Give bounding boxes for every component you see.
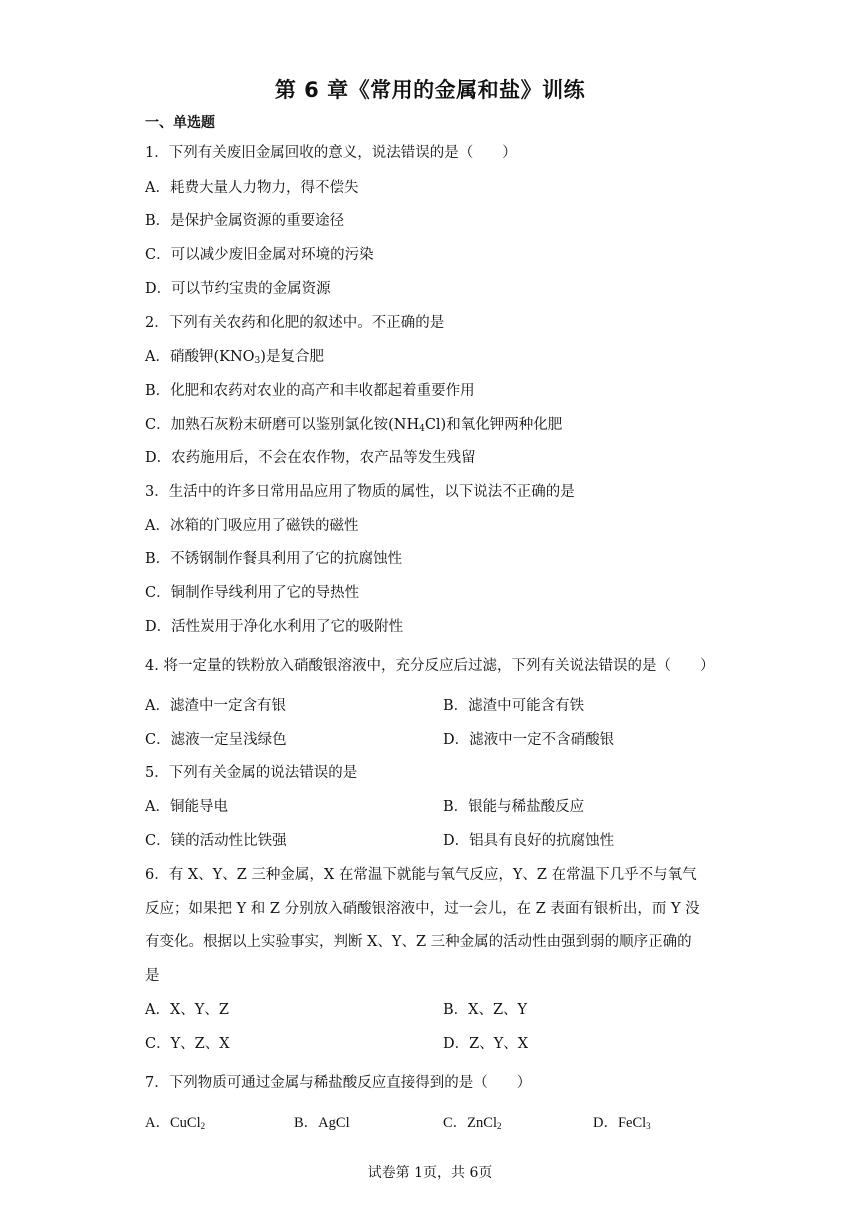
subscript: 4 xyxy=(419,424,425,434)
question-7-option-b: B．AgCl xyxy=(294,1115,350,1131)
subscript: 3 xyxy=(646,1121,651,1131)
question-1-stem: 1．下列有关废旧金属回收的意义，说法错误的是（ ） xyxy=(145,145,517,161)
question-7-option-a xyxy=(145,1111,205,1132)
question-2-option-b: B．化肥和农药对农业的高产和丰收都起着重要作用 xyxy=(145,383,475,399)
question-1-option-d: D．可以节约宝贵的金属资源 xyxy=(145,281,331,297)
question-3-option-d: D．活性炭用于净化水利用了它的吸附性 xyxy=(145,619,404,635)
question-6-stem-line-4: 是 xyxy=(145,968,160,984)
question-4-option-b: B．滤渣中可能含有铁 xyxy=(443,698,585,714)
subscript: 3 xyxy=(254,356,261,366)
option-text: )是复合肥 xyxy=(260,349,324,365)
question-5-option-b: B．银能与稀盐酸反应 xyxy=(443,799,585,815)
question-6-option-c: C．Y、Z、X xyxy=(145,1036,230,1052)
question-1-option-b: B．是保护金属资源的重要途径 xyxy=(145,213,345,229)
question-5-option-d: D．铝具有良好的抗腐蚀性 xyxy=(443,833,615,849)
question-6-stem-line-2: 反应；如果把 Y 和 Z 分别放入硝酸银溶液中，过一会儿，在 Z 表面有银析出，而 Y 没 xyxy=(145,901,700,917)
question-6-stem-line-3: 有变化。根据以上实验事实，判断 X、Y、Z 三种金属的活动性由强到弱的顺序正确的 xyxy=(145,934,692,950)
question-4-option-c: C．滤液一定呈浅绿色 xyxy=(145,732,287,748)
question-5-option-a: A．铜能导电 xyxy=(145,799,228,815)
question-6-option-a: A．X、Y、Z xyxy=(145,1002,229,1018)
option-text: A．硝酸钾(KNO xyxy=(145,349,255,365)
option-text: Cl)和氧化钾两种化肥 xyxy=(424,417,563,433)
option-text: C．加熟石灰粉末研磨可以鉴别氯化铵(NH xyxy=(145,417,420,433)
question-2-option-a xyxy=(145,345,324,366)
question-4-option-a: A．滤渣中一定含有银 xyxy=(145,698,286,714)
question-7-option-c xyxy=(443,1111,501,1132)
question-1-option-a: A．耗费大量人力物力，得不偿失 xyxy=(145,180,359,196)
subscript: 2 xyxy=(200,1121,206,1131)
question-3-stem: 3．生活中的许多日常用品应用了物质的属性，以下说法不正确的是 xyxy=(145,484,575,500)
question-2-stem: 2．下列有关农药和化肥的叙述中。不正确的是 xyxy=(145,315,445,331)
question-6-option-b: B．X、Z、Y xyxy=(443,1002,528,1018)
page-title: 第 6 章《常用的金属和盐》训练 xyxy=(274,78,586,102)
subscript: 2 xyxy=(496,1121,502,1131)
question-2-option-d: D．农药施用后，不会在农作物，农产品等发生残留 xyxy=(145,450,476,466)
question-7-option-d xyxy=(593,1111,651,1132)
question-6-stem-line-1: 6．有 X、Y、Z 三种金属，X 在常温下就能与氧气反应，Y、Z 在常温下几乎不与氧气 xyxy=(145,867,697,883)
question-3-option-c: C．铜制作导线利用了它的导热性 xyxy=(145,585,360,601)
question-5-option-c: C．镁的活动性比铁强 xyxy=(145,833,287,849)
section-heading: 一、单选题 xyxy=(145,115,215,131)
option-text: D．FeCl xyxy=(593,1115,647,1131)
page-footer: 试卷第 1页，共 6页 xyxy=(367,1165,493,1181)
question-2-option-c xyxy=(145,413,562,434)
question-7-stem: 7．下列物质可通过金属与稀盐酸反应直接得到的是（ ） xyxy=(145,1075,532,1091)
question-5-stem: 5．下列有关金属的说法错误的是 xyxy=(145,765,358,781)
question-1-option-c: C．可以减少废旧金属对环境的污染 xyxy=(145,247,374,263)
option-text: A．CuCl xyxy=(145,1115,201,1131)
question-4-stem: 4. 将一定量的铁粉放入硝酸银溶液中，充分反应后过滤，下列有关说法错误的是（ ） xyxy=(145,658,715,674)
option-text: C．ZnCl xyxy=(443,1115,497,1131)
question-3-option-a: A．冰箱的门吸应用了磁铁的磁性 xyxy=(145,518,359,534)
question-6-option-d: D．Z、Y、X xyxy=(443,1036,529,1052)
question-4-option-d: D．滤液中一定不含硝酸银 xyxy=(443,732,615,748)
question-3-option-b: B．不锈钢制作餐具利用了它的抗腐蚀性 xyxy=(145,551,403,567)
